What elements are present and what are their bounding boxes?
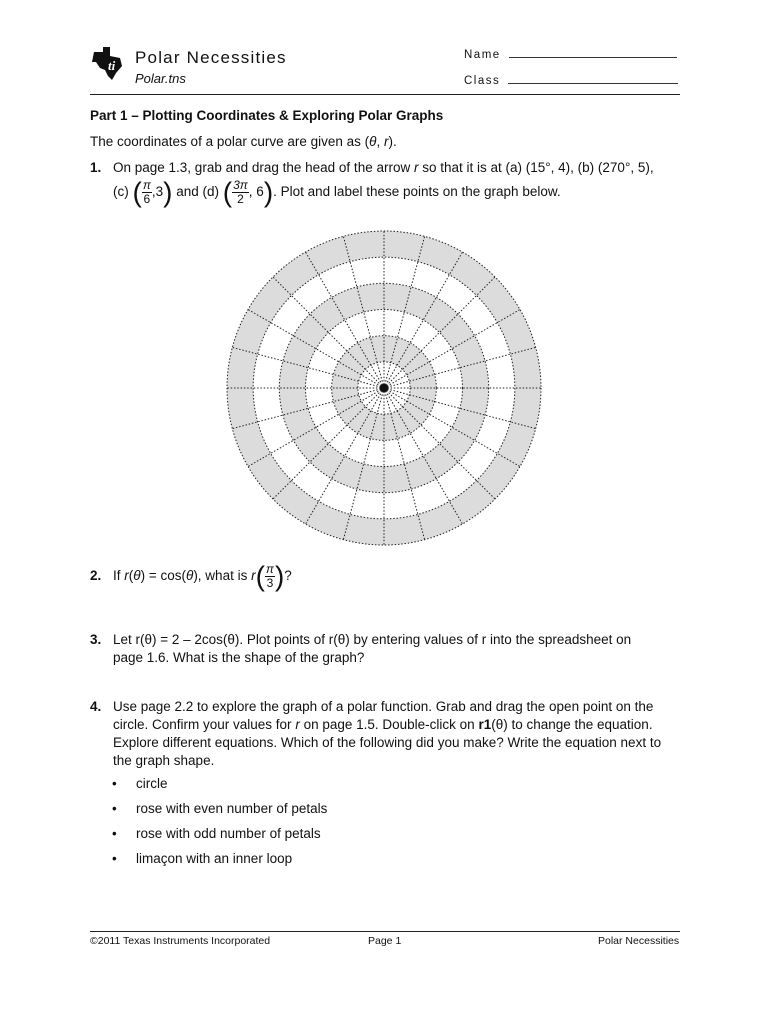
list-item: • rose with odd number of petals xyxy=(112,826,321,841)
q1-line2: (c) ( $\frac{\pi}{6}$ ,3) and (d) ( $\frac{3\pi}{2}$ , 6). Plot and label these points on the graph below. xyxy=(113,176,561,208)
part1-intro: The coordinates of a polar curve are given as (θ, r). xyxy=(90,134,397,149)
document-subtitle: Polar.tns xyxy=(135,71,186,86)
list-item: • limaçon with an inner loop xyxy=(112,851,293,866)
q3-line2: page 1.6. What is the shape of the graph? xyxy=(113,650,365,665)
name-label: Name xyxy=(464,49,501,61)
svg-text:ti: ti xyxy=(108,58,116,73)
q3-line1: Let r(θ) = 2 – 2cos(θ). Plot points of r(θ) by entering values of r into the spreadsheet on xyxy=(113,632,632,647)
footer-page-number: Page 1 xyxy=(368,935,402,947)
polar-graph-paper[interactable] xyxy=(222,226,546,550)
q3-number: 3. xyxy=(90,632,102,647)
q2-text: If r(θ) = cos(θ), what is r( $\frac{\pi}{3}$ )? xyxy=(113,560,292,592)
document-title: Polar Necessities xyxy=(135,48,287,67)
class-label: Class xyxy=(464,75,501,87)
q2-frac: $\frac{\pi}{3}$ xyxy=(265,561,274,590)
part1-heading: Part 1 – Plotting Coordinates & Exploring Polar Graphs xyxy=(90,108,444,123)
q4-line1: Use page 2.2 to explore the graph of a polar function. Grab and drag the open point on the xyxy=(113,699,654,714)
q4-number: 4. xyxy=(90,699,102,714)
q2-number: 2. xyxy=(90,568,102,583)
q4-line2: circle. Confirm your values for r on page 1.5. Double-click on r1(θ) to change the equation. xyxy=(113,717,653,732)
list-item: • circle xyxy=(112,776,168,791)
header-rule xyxy=(90,94,680,95)
footer-rule xyxy=(90,931,680,932)
footer-copyright: ©2011 Texas Instruments Incorporated xyxy=(90,935,271,947)
list-item: • rose with even number of petals xyxy=(112,801,328,816)
name-blank[interactable] xyxy=(509,47,677,58)
q1-line1: On page 1.3, grab and drag the head of the arrow r so that it is at (a) (15°, 4), (b) (270°, 5), xyxy=(113,160,654,175)
pole-point xyxy=(380,384,388,392)
q1-frac-d: $\frac{3\pi}{2}$ xyxy=(233,177,248,206)
name-field[interactable] xyxy=(464,47,677,61)
ti-texas-logo-icon xyxy=(90,46,124,82)
class-blank[interactable] xyxy=(508,73,678,84)
q4-line4: the graph shape. xyxy=(113,753,215,768)
footer-title: Polar Necessities xyxy=(598,935,680,947)
q1-frac-c: $\frac{\pi}{6}$ xyxy=(142,177,151,206)
q1-number: 1. xyxy=(90,160,102,175)
class-field[interactable] xyxy=(464,73,678,87)
q4-line3: Explore different equations. Which of the following did you make? Write the equation next to xyxy=(113,735,662,750)
